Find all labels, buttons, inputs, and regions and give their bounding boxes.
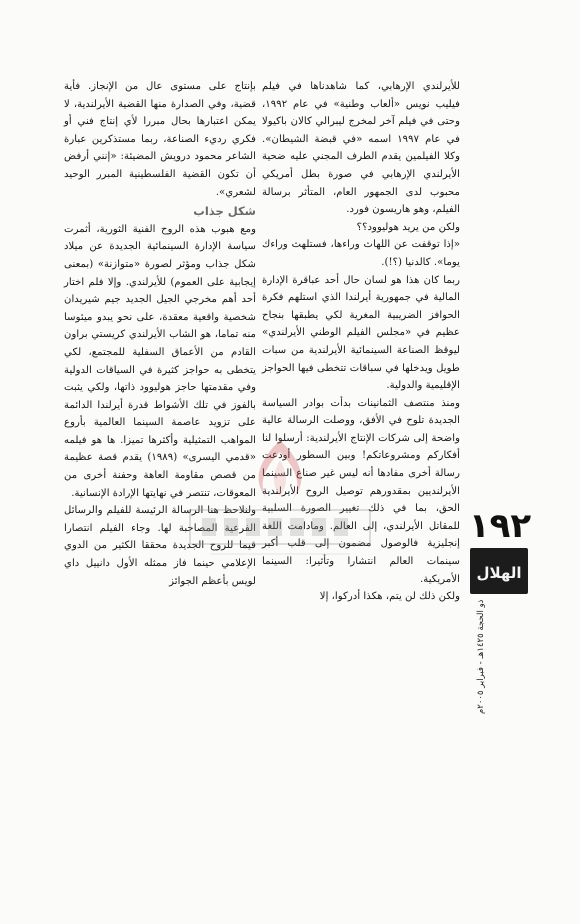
paragraph: ولكن ذلك لن يتم، هكذا أدركوا، إلا — [319, 591, 460, 603]
paragraph: «إذا توقفت عن اللهاث وراءها، فستلهث وراءك يوما». كالدنيا (؟!). — [262, 239, 460, 268]
magazine-logo-icon — [472, 550, 526, 592]
magazine-logo-text: الهلال — [476, 564, 522, 582]
paragraph: بإنتاج على مستوى عال من الإنجاز. فأية قضية، وفي الصدارة منها القضية الأيرلندية، لا يمكن اعتبارها بحال مبررا لأي إنتاج فني أو فكري رديء الصناعة، ربما مستذكرين عبارة الشاعر محمود درويش المضيئة: «إنني أرفض أن تكون القضية الفلسطينية المبرر الوحيد لشعري». — [64, 81, 256, 198]
section-subheading: شكل جذاب — [193, 204, 256, 219]
paragraph: ربما كان هذا هو لسان حال أحد عباقرة الإدارة المالية في جمهورية أيرلندا الذي استلهم فكرة الحوافز الضريبية المغرية لكي يطبقها بنجاح عظيم في «مجلس الفيلم الوطني الأيرلندي» ليوقظ الصناعة السينمائية الأيرلندية من سبات طويل ويدخلها في سباقات تتخطى فيها الحواجز الإقليمية والدولية. — [262, 274, 460, 392]
issue-date: ذو الحجة ١٤٢٥هـ - فبراير ٢٠٠٥م — [476, 600, 486, 715]
paragraph: ولنلاحظ هنا الرسالة الرئيسة للفيلم والرسائل الفرعية المصاحبة لها. وجاء الفيلم انتصارا قيما للروح الجديدة محققا الكثير من الدوي الإعلامي حينما فاز ممثله الأول دانييل داي لويس بأعظم الجوائز — [64, 505, 256, 587]
paragraph: ولكن من يريد هوليوود؟؟ — [356, 221, 460, 233]
article-column-right — [262, 78, 460, 606]
page-number: ١٩٢ — [468, 506, 532, 546]
paragraph: ومنذ منتصف الثمانينات بدأت بوادر السياسة الجديدة تلوح في الأفق، ووصلت الرسالة عالية واضحة إلى شركات الإنتاج الأيرلندية: أرسلوا لنا أفكاركم ومشروعاتكم! وبين السطور أودعت رسالة أخرى مفادها أنه ليس غير صناع السينما الأيرلنديين بمقدورهم توصيل الروح الأيرلندية الحق، بما في ذلك تغيير الصورة السلبية للمقاتل الأيرلندي، إلى العالم. ومادامت اللغة إنجليزية فالوصول مضمون إلى قلب أكبر سينمات العالم انتشارا وتأثيرا: السينما الأمريكية. — [262, 397, 460, 585]
paragraph: للأيرلندي الإرهابي، كما شاهدناها في فيلم فيليب نويس «ألعاب وطنية» في عام ١٩٩٢، وحتى في فيلم آخر لمخرج ليبرالي كالان باكيولا في عام ١٩٩٧ اسمه «في قبضة الشيطان». وكلا الفيلمين يقدم الطرف المجني عليه ضحية الأيرلندي الإرهابي في صورة بطل أمريكي محبوب لدى الجمهور العام، المتأثر برسالة الفيلم، وهو هاريسون فورد. — [262, 81, 460, 216]
magazine-logo — [470, 548, 528, 594]
paragraph: ومع هبوب هذه الروح الفنية الثورية، أثمرت سياسة الإدارة السينمائية الجديدة عن ميلاد شكل جذاب ومؤثر لصورة «متوازنة» (بمعنى إيجابية على العموم) للأيرلندي. وإلا فلم اختار أحد أهم مخرجي الجيل الجديد جيم شيريدان شخصية واقعية معقدة، على نحو يبدو ميئوسا منه تماما، هو الشاب الأيرلندي كريستي براون القادم من الأعماق السفلية للمجتمع، لكي يتخطى به حواجز كثيرة في السياقات الدولية وفي مقدمتها حاجز هوليوود ذاتها، ولكي يثبت بالفوز في تلك الأشواط قدرة أيرلندا الدائمة على تزويد عاصمة السينما العالمية بأروع المواهب التمثيلية وأكثرها تميزا. ها هو فيلمه «قدمي اليسرى» (١٩٨٩) يقدم قصة عظيمة من قصص مقاومة العاهة وحفنة أخرى من المعوقات، تنتصر في نهايتها الإرادة الإنسانية. — [64, 223, 256, 499]
article-column-left — [64, 78, 256, 590]
